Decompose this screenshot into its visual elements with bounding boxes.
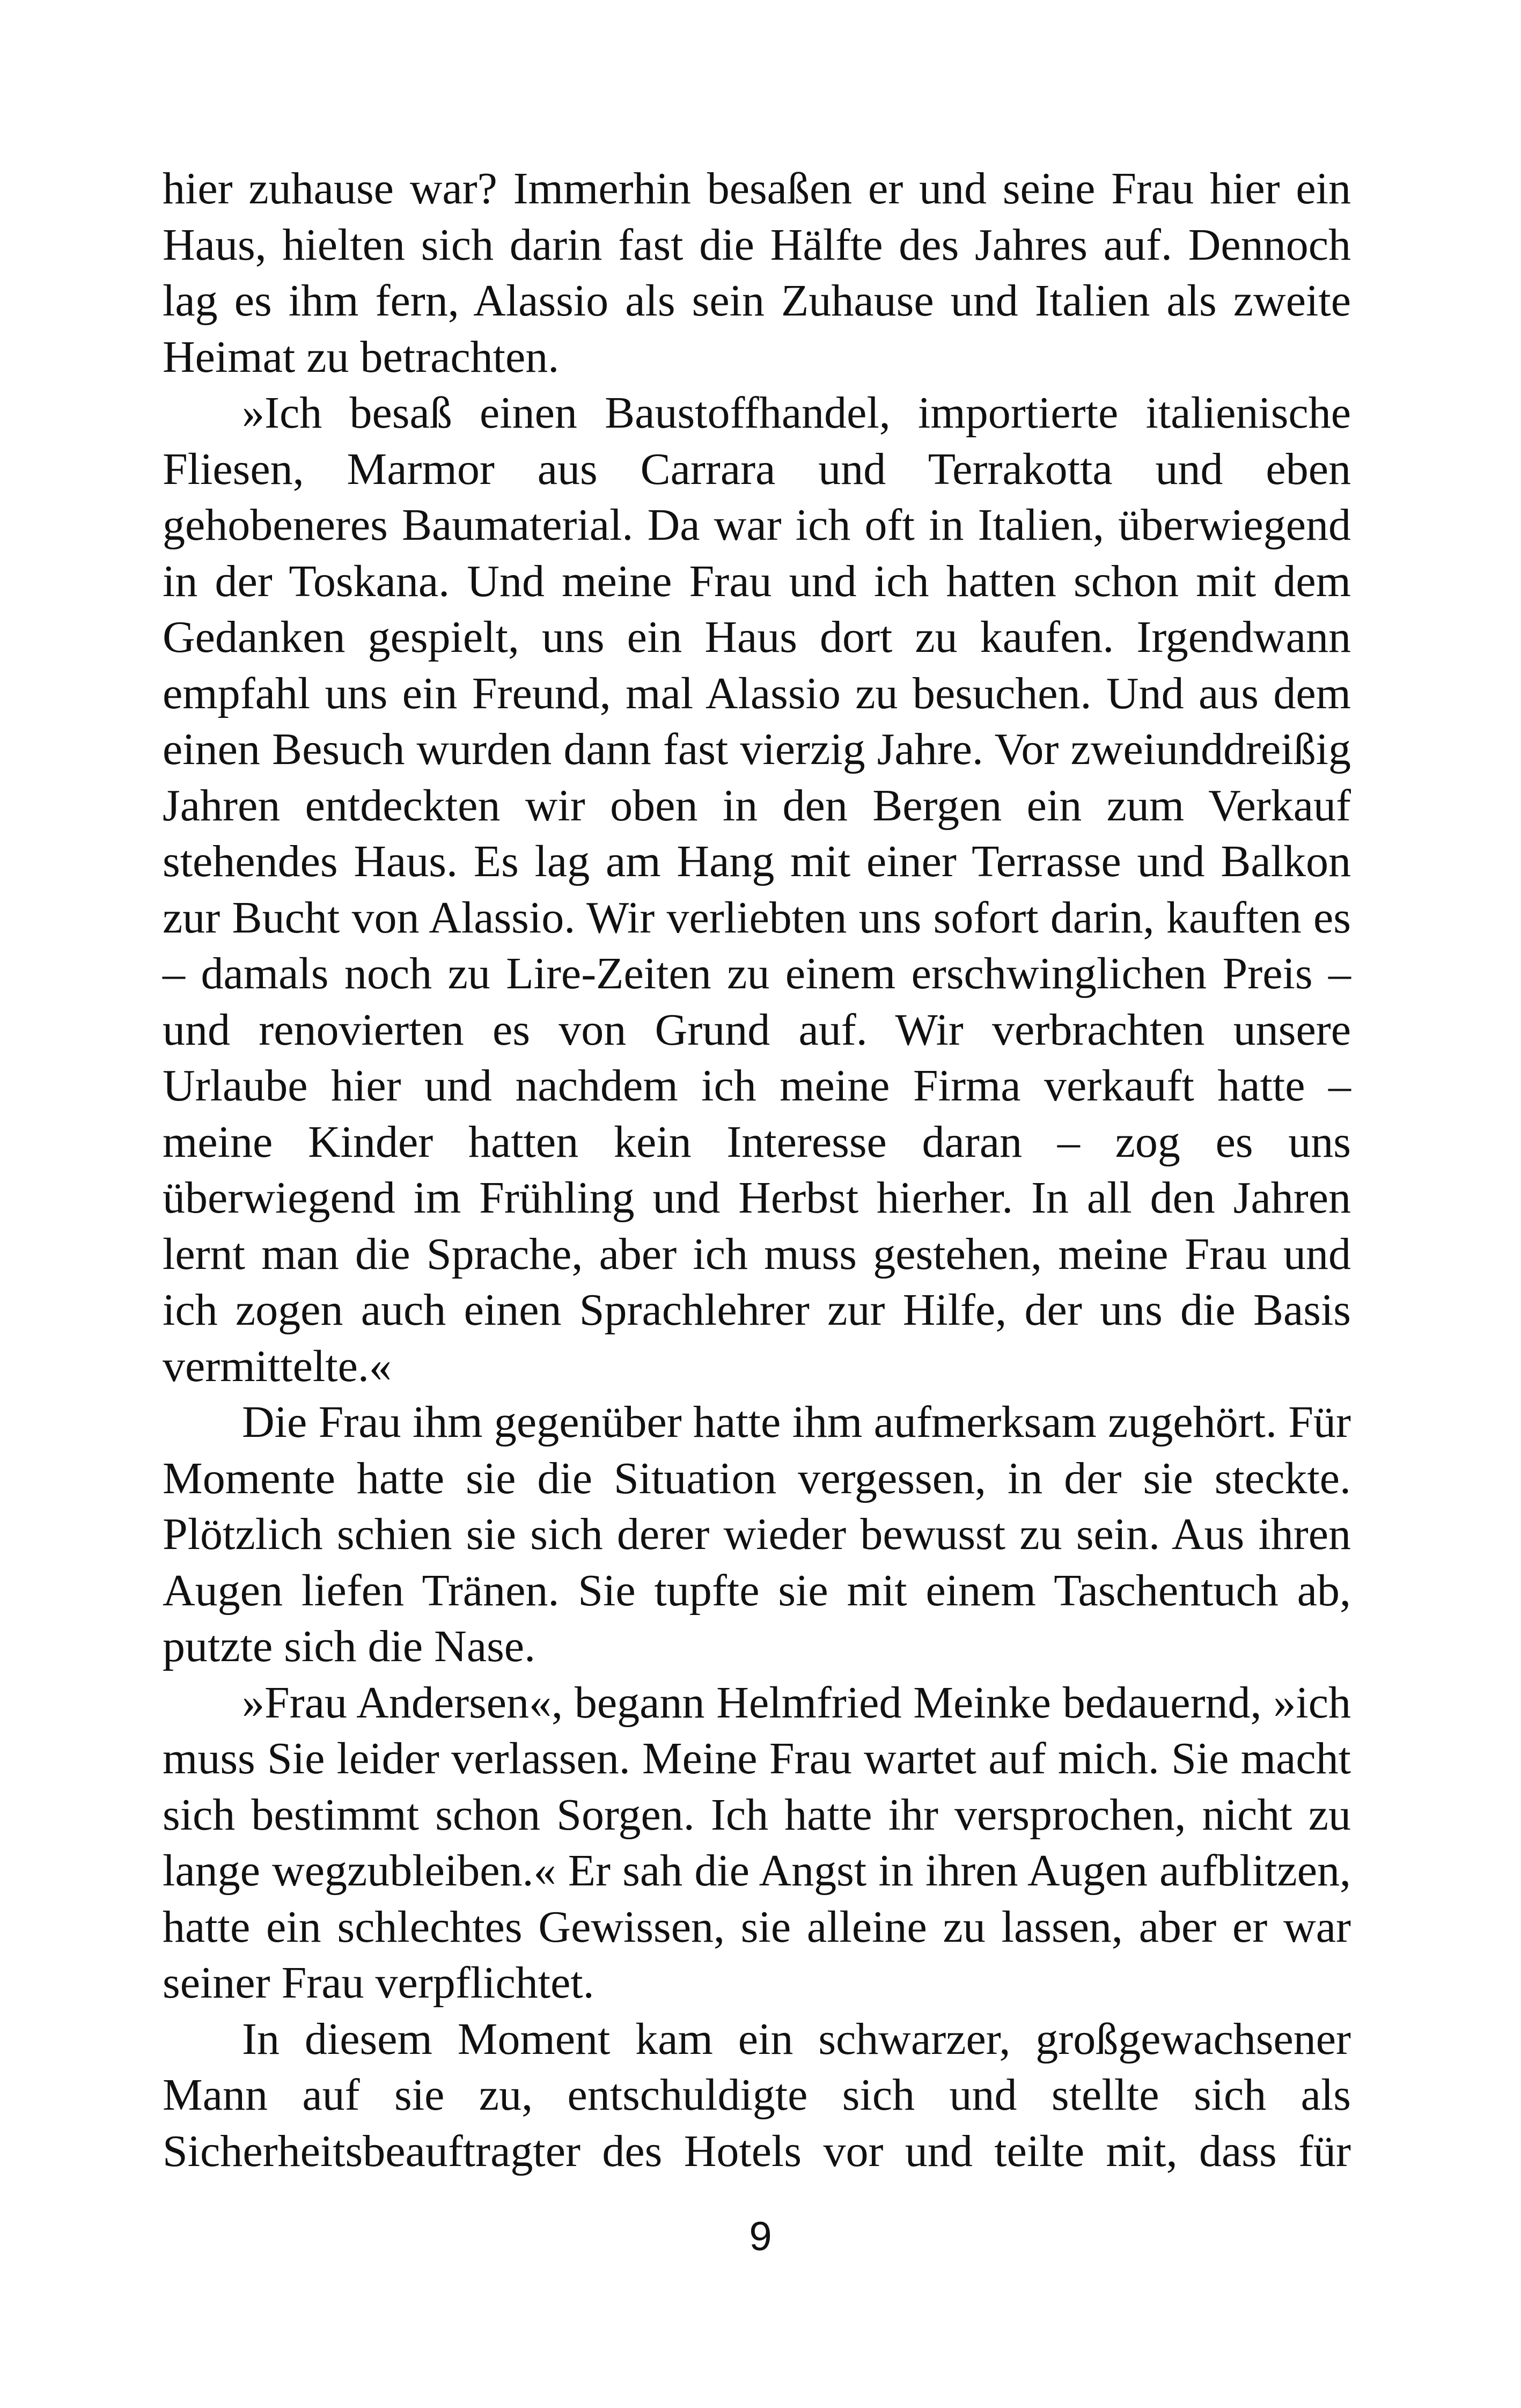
paragraph-frau-gegenueber: Die Frau ihm gegenüber hatte ihm aufmerksam zugehört. Für Momente hatte sie die Situation vergessen, in der sie steckte. Plötzlich schien sie sich derer wieder bewusst zu sein. Aus ihren Augen liefen Tränen. Sie tupfte sie mit einem Taschentuch ab, putzte sich die Nase. xyxy=(163,1397,1351,1671)
paragraph-frau-andersen: »Frau Andersen«, begann Helmfried Meinke bedauernd, »ich muss Sie leider verlassen. Meine Frau wartet auf mich. Sie macht sich bestimmt schon Sorgen. Ich hatte ihr versprochen, nicht zu lange wegzubleiben.« Er sah die Angst in ihren Augen aufblitzen, hatte ein schlechtes Gewissen, sie alleine zu lassen, aber er war seiner Frau verpflichtet. xyxy=(163,1677,1351,2008)
body-text xyxy=(163,161,1351,2179)
paragraph-baustoffhandel: »Ich besaß einen Baustoffhandel, importierte italienische Fliesen, Marmor aus Carrara und Terrakotta und eben gehobeneres Baumaterial. Da war ich oft in Italien, überwiegend in der Toskana. Und meine Frau und ich hatten schon mit dem Gedanken gespielt, uns ein Haus dort zu kaufen. Irgendwann empfahl uns ein Freund, mal Alassio zu besuchen. Und aus dem einen Besuch wurden dann fast vierzig Jahre. Vor zweiunddreißig Jahren entdeckten wir oben in den Bergen ein zum Verkauf stehendes Haus. Es lag am Hang mit einer Terrasse und Balkon zur Bucht von Alassio. Wir verliebten uns sofort darin, kauften es – damals noch zu Lire-Zeiten zu einem erschwinglichen Preis – und renovierten es von Grund auf. Wir verbrachten unsere Urlaube hier und nachdem ich meine Firma verkauft hatte – meine Kinder hatten kein Interesse daran – zog es uns überwiegend im Frühling und Herbst hierher. In all den Jahren lernt man die Sprache, aber ich muss gestehen, meine Frau und ich zogen auch einen Sprachlehrer zur Hilfe, der uns die Basis vermittelte.« xyxy=(163,388,1351,1391)
page-number: 9 xyxy=(749,2214,772,2259)
paragraph-continuation: hier zuhause war? Immerhin besaßen er und seine Frau hier ein Haus, hielten sich darin fast die Hälfte des Jahres auf. Dennoch lag es ihm fern, Alassio als sein Zuhause und Italien als zweite Heimat zu betrachten. xyxy=(163,164,1351,382)
paragraph-sicherheitsbeauftragter: In diesem Moment kam ein schwarzer, großgewachsener Mann auf sie zu, entschuldigte sich und stellte sich als Sicherheitsbeauftragter des Hotels vor und teilte mit, dass für xyxy=(163,2014,1351,2176)
